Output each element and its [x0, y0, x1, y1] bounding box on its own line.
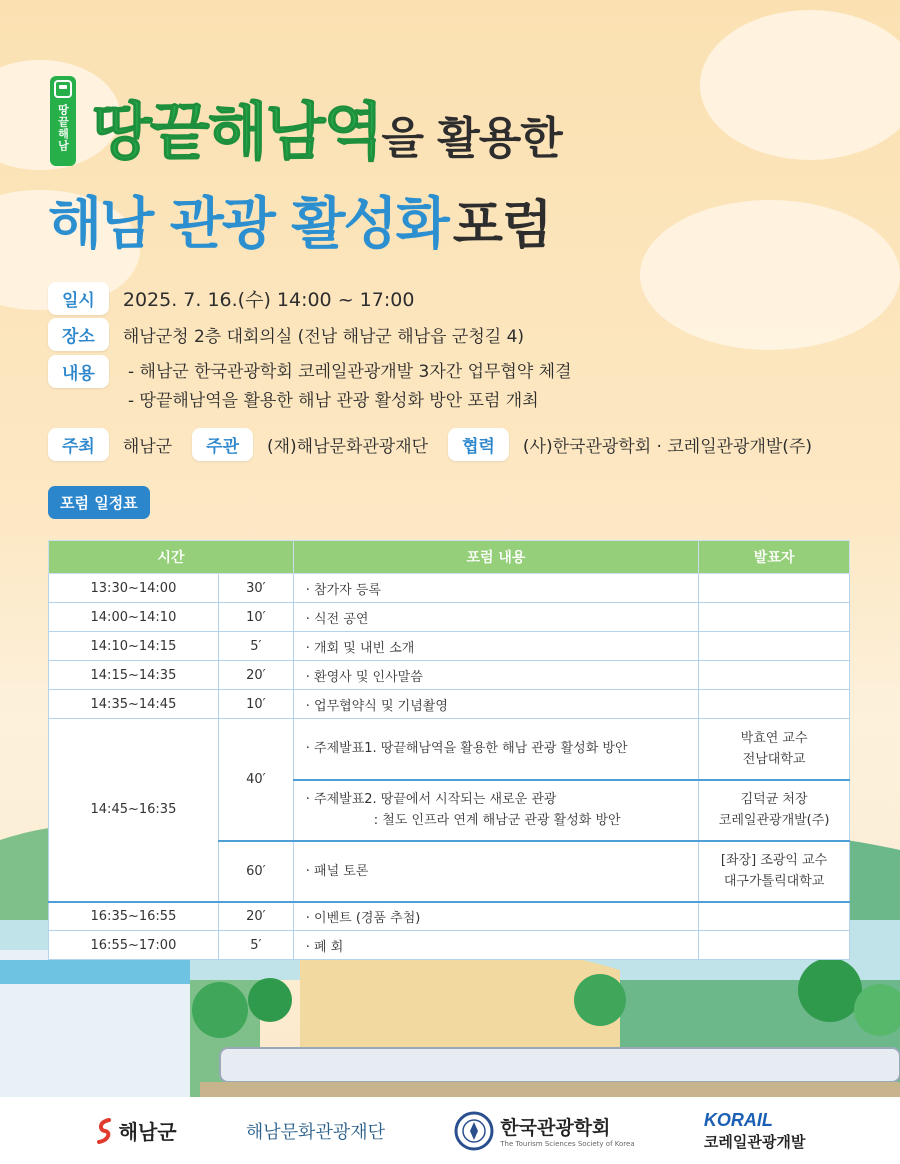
date-row	[48, 282, 414, 315]
speaker-cell	[699, 574, 850, 603]
duration-cell: 30′	[218, 574, 293, 603]
host-value: 해남군	[122, 437, 173, 457]
speaker-cell	[699, 780, 850, 841]
speaker-name: 박효연 교수	[740, 730, 808, 746]
table-row	[49, 574, 850, 603]
table-row	[49, 719, 850, 780]
duration-cell: 20′	[218, 661, 293, 690]
partner-value: (사)한국관광학회 · 코레일관광개발(주)	[522, 437, 812, 457]
place-row	[48, 318, 524, 351]
time-cell: 16:55~17:00	[49, 931, 219, 960]
logo-text: 해남문화관광재단	[245, 1121, 385, 1143]
time-cell: 14:10~14:15	[49, 632, 219, 661]
speaker-name: 김덕균 처장	[740, 792, 808, 807]
speaker-cell	[699, 902, 850, 931]
title-highlight: 땅끝해남역	[92, 98, 382, 167]
content-label: 내용	[48, 355, 109, 388]
header-time: 시간	[49, 541, 294, 574]
title-line-1	[92, 82, 562, 171]
content-cell: · 참가자 등록	[293, 574, 698, 603]
place-value: 해남군청 2층 대회의실 (전남 해남군 해남읍 군청길 4)	[122, 327, 525, 347]
speaker-affiliation: 대구가톨릭대학교	[723, 874, 825, 889]
speaker-cell	[699, 661, 850, 690]
host-label: 주최	[48, 428, 109, 461]
speaker-cell	[699, 690, 850, 719]
place-label: 장소	[48, 318, 109, 351]
content-cell: · 이벤트 (경품 추첨)	[293, 902, 698, 931]
table-row	[49, 931, 850, 960]
speaker-affiliation: 전남대학교	[742, 751, 806, 767]
haenam-county-logo	[95, 1116, 177, 1145]
header-speaker: 발표자	[699, 541, 850, 574]
duration-cell: 10′	[218, 690, 293, 719]
time-cell: 14:00~14:10	[49, 603, 219, 632]
content-lines	[128, 358, 572, 416]
content-cell: · 폐 회	[293, 931, 698, 960]
content-cell: · 식전 공연	[293, 603, 698, 632]
train-icon	[54, 80, 72, 98]
title-rest-2: 포럼	[452, 196, 552, 256]
duration-cell: 5′	[218, 931, 293, 960]
content-cell: · 업무협약식 및 기념촬영	[293, 690, 698, 719]
speaker-cell	[699, 931, 850, 960]
talk-title: · 주제발표2. 땅끝에서 시작되는 새로운 관광	[305, 792, 557, 807]
speaker-cell	[699, 603, 850, 632]
society-seal-icon	[454, 1111, 494, 1151]
duration-cell: 40′	[218, 719, 293, 841]
content-line: - 땅끝해남역을 활용한 해남 관광 활성화 방안 포럼 개최	[128, 391, 539, 411]
table-row	[49, 603, 850, 632]
cloud	[640, 200, 900, 350]
date-value: 2025. 7. 16.(수) 14:00 ~ 17:00	[122, 289, 415, 311]
footer-logos	[0, 1097, 900, 1164]
duration-cell: 20′	[218, 902, 293, 931]
content-row	[48, 355, 109, 388]
content-cell	[293, 780, 698, 841]
haenam-culture-foundation-logo	[246, 1118, 385, 1144]
organizer-label: 주관	[192, 428, 253, 461]
time-cell: 16:35~16:55	[49, 902, 219, 931]
content-cell: · 환영사 및 인사말씀	[293, 661, 698, 690]
host-row	[48, 428, 812, 461]
logo-text: 한국관광학회	[500, 1117, 611, 1139]
table-row	[49, 690, 850, 719]
title-rest: 을 활용한	[381, 113, 562, 164]
content-line: - 해남군 한국관광학회 코레일관광개발 3자간 업무협약 체결	[128, 362, 572, 382]
haenam-logo-icon	[95, 1118, 113, 1144]
time-cell: 14:45~16:35	[49, 719, 219, 902]
logo-subtext: The Tourism Sciences Society of Korea	[500, 1140, 635, 1148]
speaker-name: [좌장] 조광익 교수	[720, 853, 828, 868]
content-cell: · 주제발표1. 땅끝해남역을 활용한 해남 관광 활성화 방안	[293, 719, 698, 780]
partner-label: 협력	[448, 428, 509, 461]
organizer-value: (재)해남문화관광재단	[267, 437, 429, 457]
korea-tourism-society-logo	[454, 1111, 634, 1151]
date-label: 일시	[48, 282, 109, 315]
logo-text: 코레일관광개발	[703, 1132, 806, 1151]
speaker-cell	[699, 719, 850, 780]
duration-cell: 10′	[218, 603, 293, 632]
header-content: 포럼 내용	[293, 541, 698, 574]
schedule-title: 포럼 일정표	[48, 486, 150, 519]
korail-tourism-logo	[704, 1110, 805, 1152]
haenam-badge	[50, 76, 76, 166]
speaker-affiliation: 코레일관광개발(주)	[718, 813, 830, 828]
title-highlight-2: 해남 관광 활성화	[48, 192, 448, 257]
korail-wordmark: KORAIL	[703, 1109, 773, 1130]
table-header-row	[49, 541, 850, 574]
time-cell: 14:15~14:35	[49, 661, 219, 690]
badge-text: 땅끝해남	[56, 104, 70, 152]
title-line-2	[48, 180, 551, 260]
time-cell: 14:35~14:45	[49, 690, 219, 719]
speaker-cell	[699, 632, 850, 661]
content-cell: · 패널 토론	[293, 841, 698, 902]
table-row	[49, 632, 850, 661]
time-cell: 13:30~14:00	[49, 574, 219, 603]
content-cell: · 개회 및 내빈 소개	[293, 632, 698, 661]
cloud	[700, 10, 900, 160]
talk-subtitle: : 철도 인프라 연계 해남군 관광 활성화 방안	[373, 813, 621, 828]
table-row	[49, 661, 850, 690]
schedule-table	[48, 540, 850, 960]
table-row	[49, 902, 850, 931]
duration-cell: 60′	[218, 841, 293, 902]
logo-text: 해남군	[118, 1120, 177, 1144]
speaker-cell	[699, 841, 850, 902]
duration-cell: 5′	[218, 632, 293, 661]
